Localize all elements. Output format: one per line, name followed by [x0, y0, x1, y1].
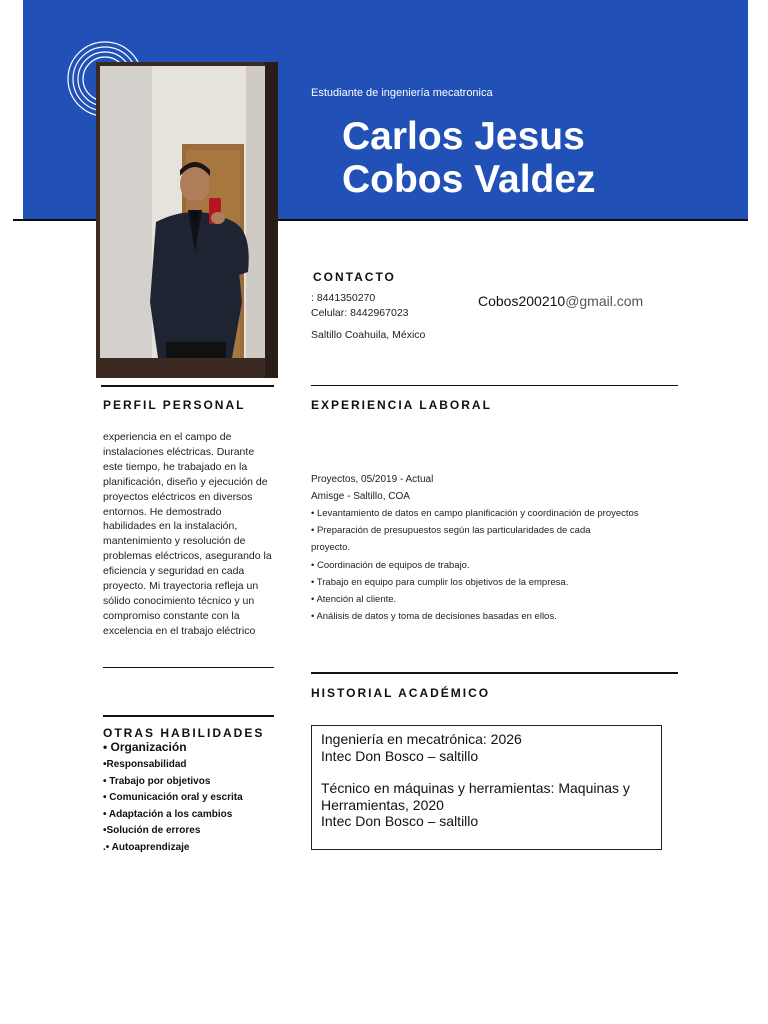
email-domain: @gmail.com: [565, 293, 644, 309]
experience-bullet: • Atención al cliente.: [311, 594, 397, 606]
skill-item-first: • Organización: [103, 740, 187, 754]
education-box: [311, 725, 662, 850]
contact-phone: : 8441350270: [311, 292, 376, 304]
name-line-1: Carlos Jesus: [342, 115, 585, 158]
full-name: [342, 115, 596, 201]
skill-item: • Trabajo por objetivos: [103, 775, 211, 787]
name-line-2: Cobos Valdez: [342, 158, 596, 201]
experience-bullet: • Preparación de presupuestos según las particularidades de cada: [311, 525, 591, 537]
education-entry-2-title-line-2: Herramientas, 2020: [321, 796, 444, 813]
profile-text: experiencia en el campo de instalaciones eléctricas. Durante este tiempo, he trabajado en la planificación, diseño y ejecución de proyectos eléctricos en diversos entornos. He demostrado habilidades en la instalación, mantenimiento y resolución de problemas eléctricos, asegurando la eficiencia y seguridad en cada proyecto. Mi trayectoria refleja un sólido conocimiento técnico y un compromiso constante con la excelencia en el trabajo eléctrico: [103, 431, 272, 637]
education-entry-2-title-line-1: Técnico en máquinas y herramientas: Maquinas y: [321, 780, 630, 796]
education-entry-2-school: Intec Don Bosco – saltillo: [321, 813, 479, 829]
profile-photo: [96, 62, 278, 378]
skill-item: •Responsabilidad: [103, 759, 187, 770]
profile-heading: PERFIL PERSONAL: [103, 398, 246, 412]
skill-item: •Solución de errores: [103, 825, 201, 837]
experience-role: Proyectos, 05/2019 - Actual: [311, 474, 434, 485]
experience-bullets: [311, 505, 639, 625]
education-spacer: [321, 764, 652, 780]
experience-heading: EXPERIENCIA LABORAL: [311, 398, 492, 412]
experience-top-rule: [311, 385, 678, 386]
profile-bottom-rule: [103, 667, 274, 668]
email-user: Cobos200210: [478, 293, 566, 309]
education-top-rule: [311, 672, 678, 674]
skills-list: [103, 757, 243, 857]
education-entry-1-school: Intec Don Bosco – saltillo: [321, 747, 479, 764]
profile-top-rule: [101, 385, 274, 387]
experience-bullet: • Coordinación de equipos de trabajo.: [311, 559, 470, 571]
job-subtitle: Estudiante de ingeniería mecatronica: [311, 87, 493, 99]
skills-top-rule: [103, 715, 274, 717]
experience-bullet: • Trabajo en equipo para cumplir los objetivos de la empresa.: [311, 576, 569, 588]
skill-item: .• Autoaprendizaje: [103, 841, 190, 853]
contact-email[interactable]: [478, 293, 643, 309]
experience-bullet: proyecto.: [311, 542, 351, 554]
education-heading: HISTORIAL ACADÉMICO: [311, 686, 491, 700]
education-entry-1-title: Ingeniería en mecatrónica: 2026: [321, 731, 522, 747]
experience-company: Amisge - Saltillo, COA: [311, 491, 410, 502]
skill-item: • Comunicación oral y escrita: [103, 792, 243, 804]
contact-location: Saltillo Coahuila, México: [311, 329, 426, 341]
experience-bullet: • Levantamiento de datos en campo planificación y coordinación de proyectos: [311, 508, 639, 519]
experience-bullet: • Análisis de datos y toma de decisiones basadas en ellos.: [311, 611, 557, 623]
contact-mobile: Celular: 8442967023: [311, 307, 409, 319]
contact-heading: CONTACTO: [313, 270, 396, 284]
skills-heading: OTRAS HABILIDADES: [103, 726, 265, 740]
skill-item: • Adaptación a los cambios: [103, 808, 233, 820]
